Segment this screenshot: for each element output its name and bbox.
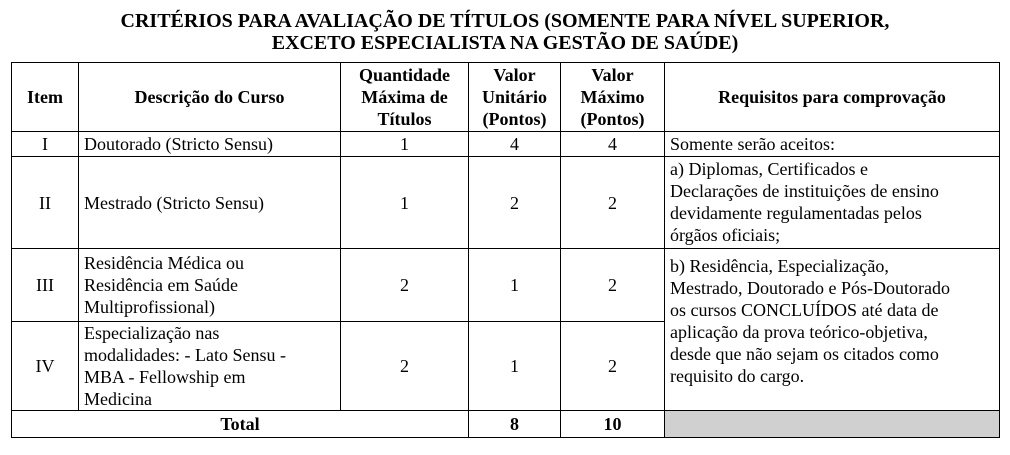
total-empty-cell (665, 411, 1000, 438)
descricao-line: Residência Médica ou (84, 253, 244, 273)
requisitos-b-line: aplicação da prova teórico-objetiva, (670, 322, 928, 342)
cell-item: II (12, 157, 79, 249)
header-valor-maximo-line: Valor (591, 65, 634, 85)
requisitos-b-line: desde que não sejam os citados como (670, 344, 939, 364)
descricao-line: Residência em Saúde (84, 275, 238, 295)
requisitos-b-line: b) Residência, Especialização, (670, 256, 889, 276)
header-descricao: Descrição do Curso (79, 63, 341, 132)
cell-valor-unitario: 1 (469, 249, 561, 322)
cell-item: I (12, 132, 79, 157)
criteria-table (11, 62, 1000, 438)
cell-quantidade: 1 (341, 132, 469, 157)
cell-descricao (79, 249, 341, 322)
cell-valor-maximo: 2 (561, 322, 665, 411)
title-line-2: EXCETO ESPECIALISTA NA GESTÃO DE SAÚDE) (271, 32, 739, 54)
requisitos-b-line: requisito do cargo. (670, 366, 805, 386)
cell-quantidade: 2 (341, 249, 469, 322)
total-valor-maximo: 10 (561, 411, 665, 438)
descricao-line: MBA - Fellowship em (84, 367, 246, 387)
cell-valor-maximo: 2 (561, 157, 665, 249)
page-title (0, 0, 1010, 54)
cell-descricao: Mestrado (Stricto Sensu) (79, 157, 341, 249)
header-row (12, 63, 1000, 132)
title-line-1: CRITÉRIOS PARA AVALIAÇÃO DE TÍTULOS (SOMENTE PARA NÍVEL SUPERIOR, (120, 10, 890, 32)
header-valor-unitario-line: (Pontos) (482, 109, 547, 129)
descricao-line: Multiprofissional) (84, 297, 215, 317)
table-row (12, 249, 1000, 322)
requisitos-a-line: Declarações de instituições de ensino (670, 181, 939, 201)
header-valor-maximo (561, 63, 665, 132)
header-requisitos: Requisitos para comprovação (665, 63, 1000, 132)
cell-valor-unitario: 1 (469, 322, 561, 411)
cell-item: IV (12, 322, 79, 411)
cell-descricao (79, 322, 341, 411)
cell-item: III (12, 249, 79, 322)
table-row (12, 157, 1000, 249)
requisitos-a-line: devidamente regulamentadas pelos (670, 203, 922, 223)
cell-requisitos-a (665, 157, 1000, 249)
cell-valor-maximo: 2 (561, 249, 665, 322)
cell-quantidade: 2 (341, 322, 469, 411)
cell-requisitos-intro: Somente serão aceitos: (665, 132, 1000, 157)
total-valor-unitario: 8 (469, 411, 561, 438)
header-quantidade-line: Títulos (377, 109, 432, 129)
cell-descricao: Doutorado (Stricto Sensu) (79, 132, 341, 157)
total-label: Total (12, 411, 469, 438)
cell-valor-unitario: 4 (469, 132, 561, 157)
header-quantidade-line: Quantidade (358, 65, 451, 85)
descricao-line: Medicina (84, 389, 152, 409)
header-valor-maximo-line: Máximo (580, 87, 645, 107)
table-row (12, 132, 1000, 157)
cell-requisitos-b (665, 249, 1000, 411)
header-valor-unitario (469, 63, 561, 132)
header-quantidade (341, 63, 469, 132)
header-valor-unitario-line: Valor (493, 65, 536, 85)
requisitos-b-line: os cursos CONCLUÍDOS até data de (670, 300, 939, 320)
cell-valor-maximo: 4 (561, 132, 665, 157)
descricao-line: modalidades: - Lato Sensu - (84, 345, 286, 365)
header-valor-maximo-line: (Pontos) (580, 109, 645, 129)
header-item: Item (12, 63, 79, 132)
header-quantidade-line: Máxima de (361, 87, 448, 107)
requisitos-b-line: Mestrado, Doutorado e Pós-Doutorado (670, 278, 950, 298)
requisitos-a-line: a) Diplomas, Certificados e (670, 159, 868, 179)
cell-valor-unitario: 2 (469, 157, 561, 249)
header-valor-unitario-line: Unitário (482, 87, 547, 107)
total-row (12, 411, 1000, 438)
requisitos-a-line: órgãos oficiais; (670, 225, 781, 245)
cell-quantidade: 1 (341, 157, 469, 249)
descricao-line: Especialização nas (84, 323, 220, 343)
